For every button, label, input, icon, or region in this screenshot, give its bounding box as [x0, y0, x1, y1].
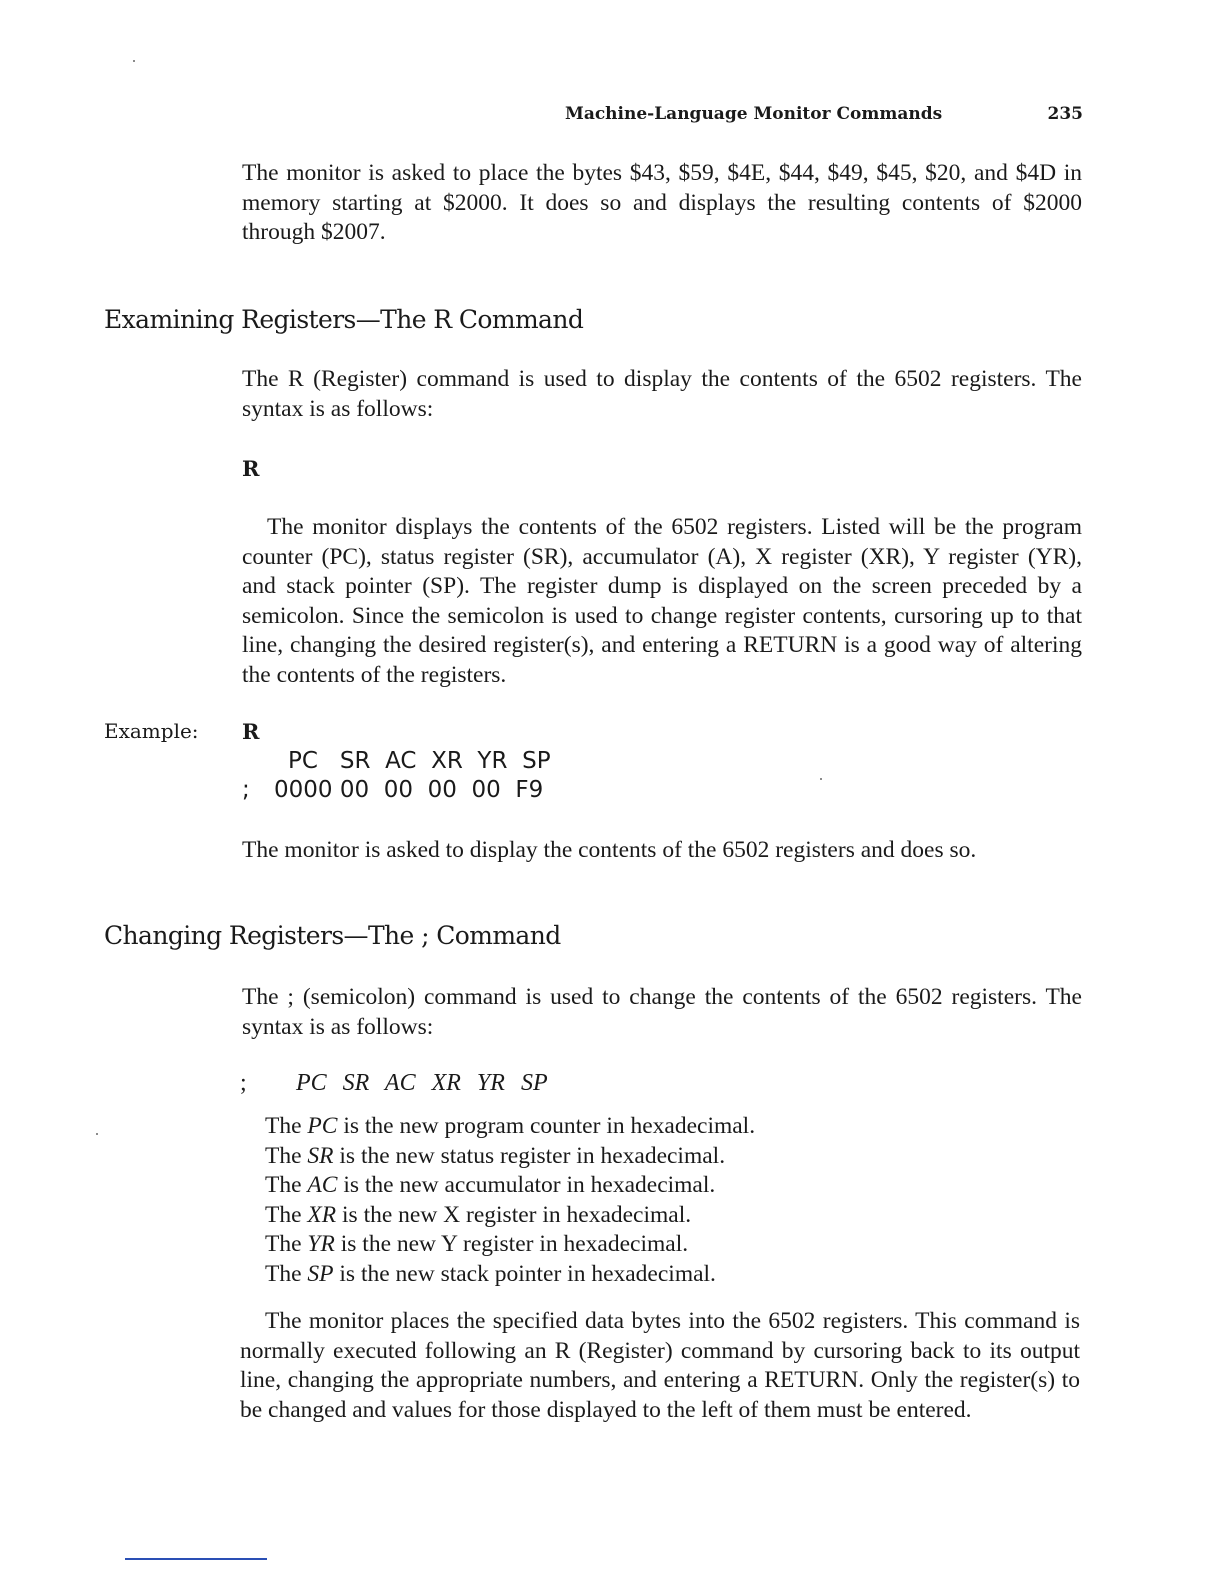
page-number: 235 [1047, 104, 1083, 124]
scan-speck [133, 60, 135, 62]
section1-paragraph-1: The R (Register) command is used to display the contents of the 6502 registers. The syntax is as follows: [242, 366, 1082, 422]
syntax-semicolon: ; [240, 1070, 247, 1096]
footer-rule [125, 1558, 267, 1560]
definition-item: The SR is the new status register in hexadecimal. [265, 1142, 726, 1169]
section2-paragraph-2: The monitor places the specified data bytes into the 6502 registers. This command is normally executed following an R (Register) command by cursoring back to its output line, changing the appropriate numbers, and entering a RETURN. Only the register(s) to be changed and values for those displayed to the left of them must be entered. [240, 1308, 1080, 1423]
register-dump-values: 0000 00 00 00 00 F9 [274, 777, 544, 803]
definition-item: The XR is the new X register in hexadecimal. [265, 1201, 692, 1228]
syntax-yr: YR [476, 1070, 505, 1096]
section-heading-changing-registers: Changing Registers—The ; Command [104, 921, 561, 950]
section2-paragraph-1: The ; (semicolon) command is used to change the contents of the 6502 registers. The syntax is as follows: [242, 984, 1082, 1040]
section1-paragraph-2: The monitor displays the contents of the 6502 registers. Listed will be the program counter (PC), status register (SR), accumulator (A), X register (XR), Y register (YR), and stack pointer (SP). The register dump is displayed on the screen preceded by a semicolon. Since the semicolon is used to change register contents, cursoring up to that line, changing the desired register(s), and entering a RETURN is a good way of altering the contents of the registers. [242, 514, 1082, 688]
definition-item: The AC is the new accumulator in hexadecimal. [265, 1172, 716, 1198]
intro-paragraph: The monitor is asked to place the bytes $43, $59, $4E, $44, $49, $45, $20, and $4D in memory starting at $2000. It does so and displays the resulting contents of $2000 through $2007. [242, 160, 1082, 245]
register-dump-semicolon: ; [242, 777, 250, 803]
register-dump-header: PC SR AC XR YR SP [288, 748, 551, 774]
syntax-pc: PC [296, 1070, 327, 1096]
syntax-sr: SR [342, 1070, 370, 1096]
syntax-ac: AC [384, 1070, 416, 1096]
section-heading-examining-registers: Examining Registers—The R Command [104, 305, 584, 334]
example-label: Example: [104, 719, 199, 743]
definition-item: The YR is the new Y register in hexadecimal. [265, 1231, 689, 1257]
section1-paragraph-3: The monitor is asked to display the contents of the 6502 registers and does so. [242, 837, 977, 863]
running-head-title: Machine-Language Monitor Commands [565, 104, 943, 124]
syntax-sp: SP [520, 1070, 548, 1096]
definition-item: The PC is the new program counter in hexadecimal. [265, 1113, 756, 1139]
definition-list [265, 1112, 755, 1289]
scan-speck [820, 778, 822, 780]
definition-item: The SP is the new stack pointer in hexadecimal. [265, 1260, 716, 1287]
syntax-xr: XR [431, 1070, 461, 1096]
example-command: R [242, 719, 260, 744]
section1-syntax: R [242, 456, 260, 481]
scan-speck [96, 1133, 98, 1135]
section2-syntax [240, 1070, 558, 1097]
